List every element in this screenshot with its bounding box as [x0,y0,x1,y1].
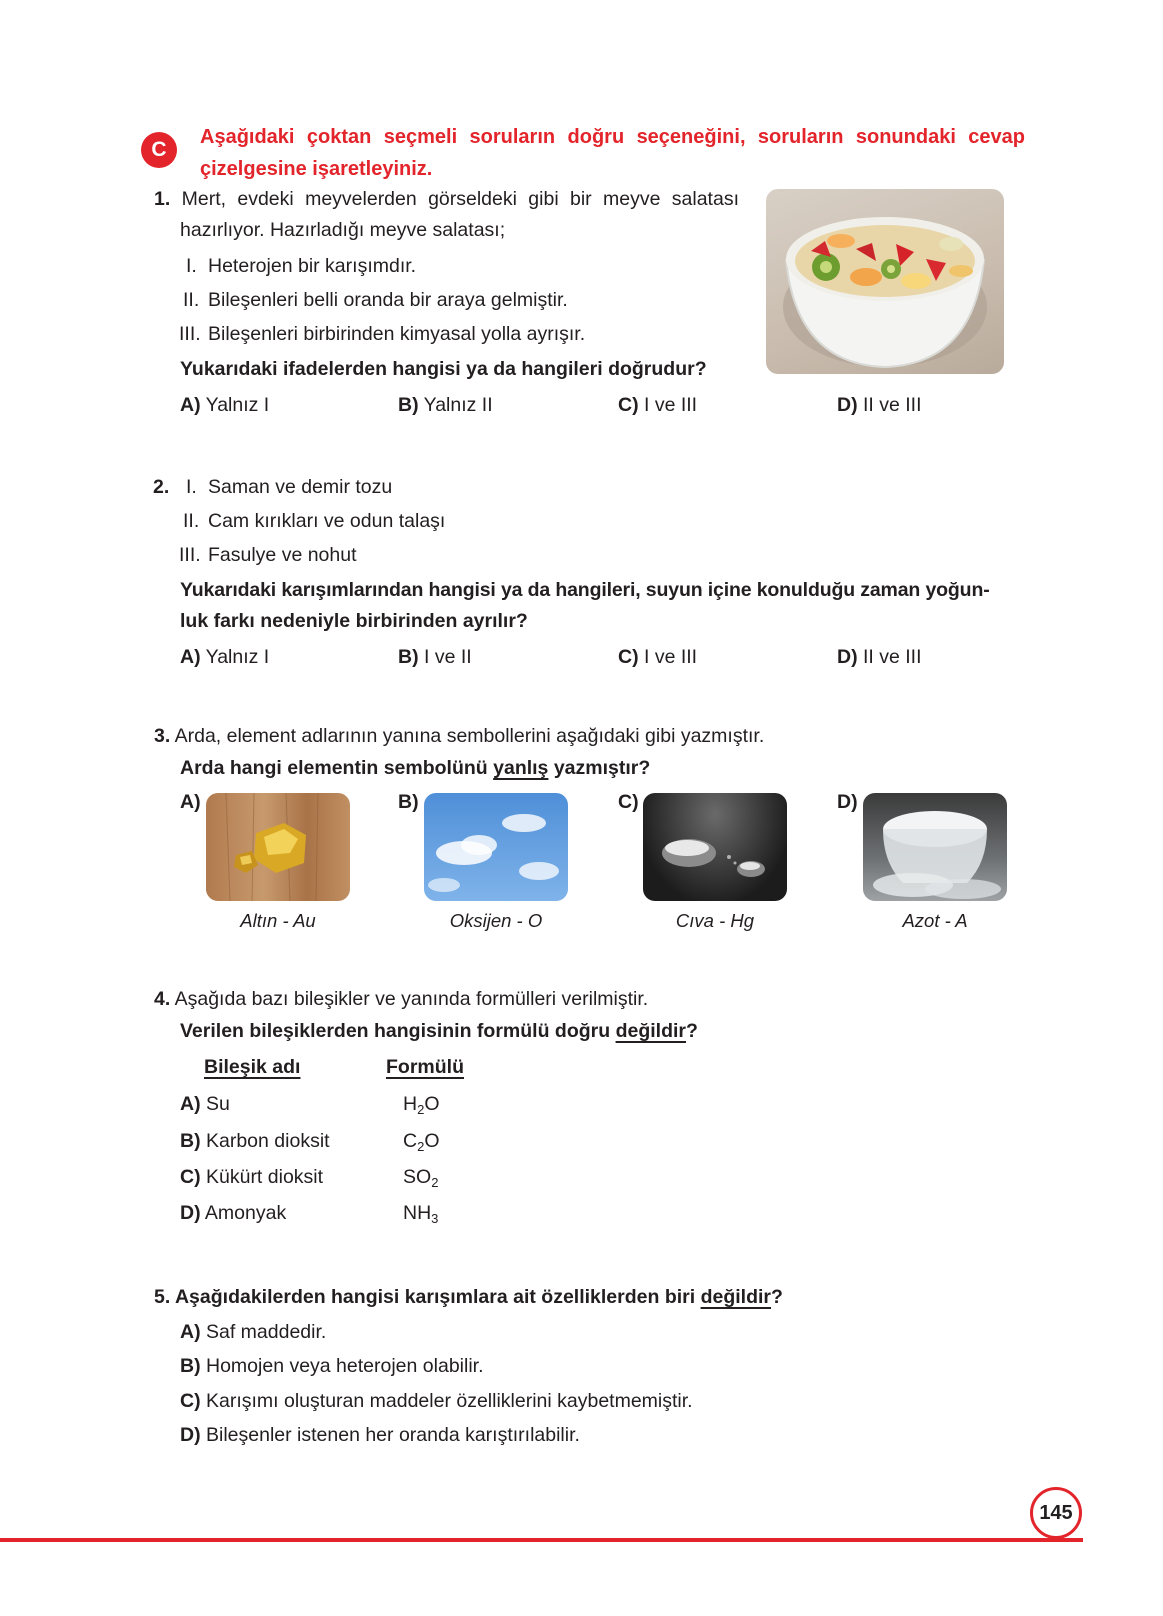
q2-item-3-text: Fasulye ve nohut [208,544,357,566]
q1-item-3-roman: III. [179,323,201,345]
liquid-nitrogen-illustration [863,793,1007,901]
q2-item-3-roman: III. [179,544,201,566]
q1-option-c-letter: C) [618,394,639,416]
q5-option-b-letter: B) [180,1355,201,1377]
q4-option-c-letter: C) [180,1166,201,1188]
q1-item-3 [179,323,585,346]
q2-question-2: luk farkı nedeniyle birbirinden ayrılır? [180,610,528,632]
q2-item-2 [183,510,445,533]
q1-text-1: Mert, evdeki meyvelerden görseldeki gibi bir meyve salatası [181,188,739,210]
q2-item-1-roman: I. [186,476,197,498]
q1-option-d-text: II ve III [857,394,922,416]
q2-item-1 [186,476,392,499]
q2-number: 2. [153,476,170,498]
q4-option-a[interactable] [180,1093,230,1116]
q4-formula-c [403,1166,438,1189]
q2-option-b-letter: B) [398,646,419,668]
q2-question-1: Yukarıdaki karışımlarından hangisi ya da hangileri, suyun içine konulduğu zaman yoğun- [180,579,990,601]
q5-question [154,1286,783,1309]
q1-item-1 [186,255,416,278]
q3-option-c-letter[interactable]: C) [618,791,639,813]
q1-option-b-text: Yalnız II [418,394,493,416]
q3-caption-d: Azot - A [902,910,968,931]
q3-option-b-letter[interactable]: B) [398,791,419,813]
q3-question [180,757,650,780]
q5-option-d-letter: D) [180,1424,201,1446]
q5-option-c-letter: C) [180,1390,201,1412]
gold-nugget-illustration [206,793,350,901]
q4-option-d-name: Amonyak [200,1202,287,1224]
q4-line1 [154,988,648,1011]
q4-formula-d-1: NH [403,1202,432,1224]
nitrogen-image [863,793,1007,901]
q2-option-b-text: I ve II [418,646,472,668]
q5-option-a-letter: A) [180,1321,201,1343]
q4-option-a-letter: A) [180,1093,201,1115]
q4-question-post: ? [686,1020,698,1042]
q2-option-c[interactable] [618,646,697,669]
q5-number: 5. [154,1286,171,1308]
q1-item-2 [183,289,568,312]
q5-option-d-text: Bileşenler istenen her oranda karıştırılabilir. [200,1424,580,1446]
q3-caption-a: Altın - Au [240,910,316,931]
fruit-salad-illustration [766,189,1004,374]
mercury-drops-illustration [643,793,787,901]
q2-option-a-text: Yalnız I [200,646,270,668]
q1-option-a-letter: A) [180,394,201,416]
section-badge: C [141,132,177,168]
q4-col-header-name: Bileşik adı [204,1056,301,1078]
q1-line2: hazırlıyor. Hazırladığı meyve salatası; [180,219,506,241]
q2-option-d-letter: D) [837,646,858,668]
q3-line1 [154,725,764,748]
q4-question-underlined: değildir [615,1020,686,1042]
q3-question-post: yazmıştır? [548,757,651,779]
q4-option-d-letter: D) [180,1202,201,1224]
q4-formula-b [403,1130,440,1153]
q4-question [180,1020,698,1043]
q1-option-d[interactable] [837,394,922,417]
q3-question-pre: Arda hangi elementin sembolünü [180,757,494,779]
q2-item-3 [179,544,357,567]
q1-option-c[interactable] [618,394,697,417]
q4-option-b-name: Karbon dioksit [200,1130,330,1152]
q5-question-underlined: değildir [700,1286,772,1308]
q5-question-pre: Aşağıdakilerden hangisi karışımlara ait özelliklerden biri [174,1286,701,1308]
q5-option-c[interactable] [180,1390,693,1413]
q4-option-c[interactable] [180,1166,323,1189]
q3-caption-b: Oksijen - O [449,910,543,931]
q1-option-a-text: Yalnız I [200,394,270,416]
q5-option-a[interactable] [180,1321,326,1344]
q5-option-b[interactable] [180,1355,484,1378]
q1-option-a[interactable] [180,394,269,417]
q4-option-b-letter: B) [180,1130,201,1152]
q4-option-d[interactable] [180,1202,286,1225]
q1-item-2-roman: II. [183,289,200,311]
q4-formula-d [403,1202,438,1225]
q4-question-pre: Verilen bileşiklerden hangisinin formülü doğru [180,1020,616,1042]
q4-option-c-name: Kükürt dioksit [200,1166,324,1188]
q4-option-b[interactable] [180,1130,330,1153]
q4-option-a-name: Su [200,1093,230,1115]
clouds-illustration [424,793,568,901]
q4-formula-b-1: C [403,1130,418,1152]
q1-item-1-text: Heterojen bir karışımdır. [208,255,417,277]
q1-item-1-roman: I. [186,255,197,277]
q3-text: Arda, element adlarının yanına sembollerini aşağıdaki gibi yazmıştır. [174,725,765,747]
q2-item-2-text: Cam kırıkları ve odun talaşı [208,510,446,532]
section-instruction: Aşağıdaki çoktan seçmeli soruların doğru seçeneğini, soruların sonundaki cevap çizelgesine işaretleyiniz. [200,126,1025,180]
q5-option-c-text: Karışımı oluşturan maddeler özelliklerini kaybetmemiştir. [200,1390,693,1412]
fruit-salad-image [766,189,1004,374]
q4-formula-a-1: H [403,1093,418,1115]
q5-option-d[interactable] [180,1424,580,1447]
q1-number: 1. [154,188,171,210]
q2-option-d[interactable] [837,646,922,669]
q4-formula-b-2: O [424,1130,440,1152]
q4-formula-a-sub: 2 [417,1102,425,1117]
q4-formula-b-sub: 2 [417,1139,425,1154]
q4-number: 4. [154,988,171,1010]
q4-formula-c-sub: 2 [431,1175,439,1190]
q1-option-b-letter: B) [398,394,419,416]
q3-option-d-letter[interactable]: D) [837,791,858,813]
q1-option-b[interactable] [398,394,493,417]
q2-item-2-roman: II. [183,510,200,532]
gold-image [206,793,350,901]
q4-formula-d-sub: 3 [431,1211,439,1226]
q3-number: 3. [154,725,171,747]
q1-item-2-text: Bileşenleri belli oranda bir araya gelmiştir. [208,289,568,311]
q1-item-3-text: Bileşenleri birbirinden kimyasal yolla ayrışır. [208,323,586,345]
q2-option-b[interactable] [398,646,472,669]
q4-col-header-formula: Formülü [386,1056,464,1078]
q4-formula-a [403,1093,440,1116]
q2-option-a-letter: A) [180,646,201,668]
q2-option-c-letter: C) [618,646,639,668]
q4-formula-c-1: SO [403,1166,432,1188]
q5-question-post: ? [771,1286,783,1308]
q2-option-a[interactable] [180,646,269,669]
q1-option-c-text: I ve III [638,394,698,416]
q1-line1 [154,188,739,211]
q5-option-b-text: Homojen veya heterojen olabilir. [200,1355,484,1377]
page-number: 145 [1030,1487,1082,1539]
q5-option-a-text: Saf maddedir. [200,1321,327,1343]
q4-formula-a-2: O [424,1093,440,1115]
q4-text: Aşağıda bazı bileşikler ve yanında formülleri verilmiştir. [174,988,649,1010]
footer-rule [0,1538,1083,1542]
q1-question: Yukarıdaki ifadelerden hangisi ya da hangileri doğrudur? [180,358,707,380]
q3-caption-c: Cıva - Hg [675,910,755,931]
mercury-image [643,793,787,901]
q2-option-c-text: I ve III [638,646,698,668]
q2-option-d-text: II ve III [857,646,922,668]
q2-item-1-text: Saman ve demir tozu [208,476,393,498]
q3-question-underlined: yanlış [493,757,549,779]
q1-option-d-letter: D) [837,394,858,416]
sky-image [424,793,568,901]
q3-option-a-letter[interactable]: A) [180,791,201,813]
